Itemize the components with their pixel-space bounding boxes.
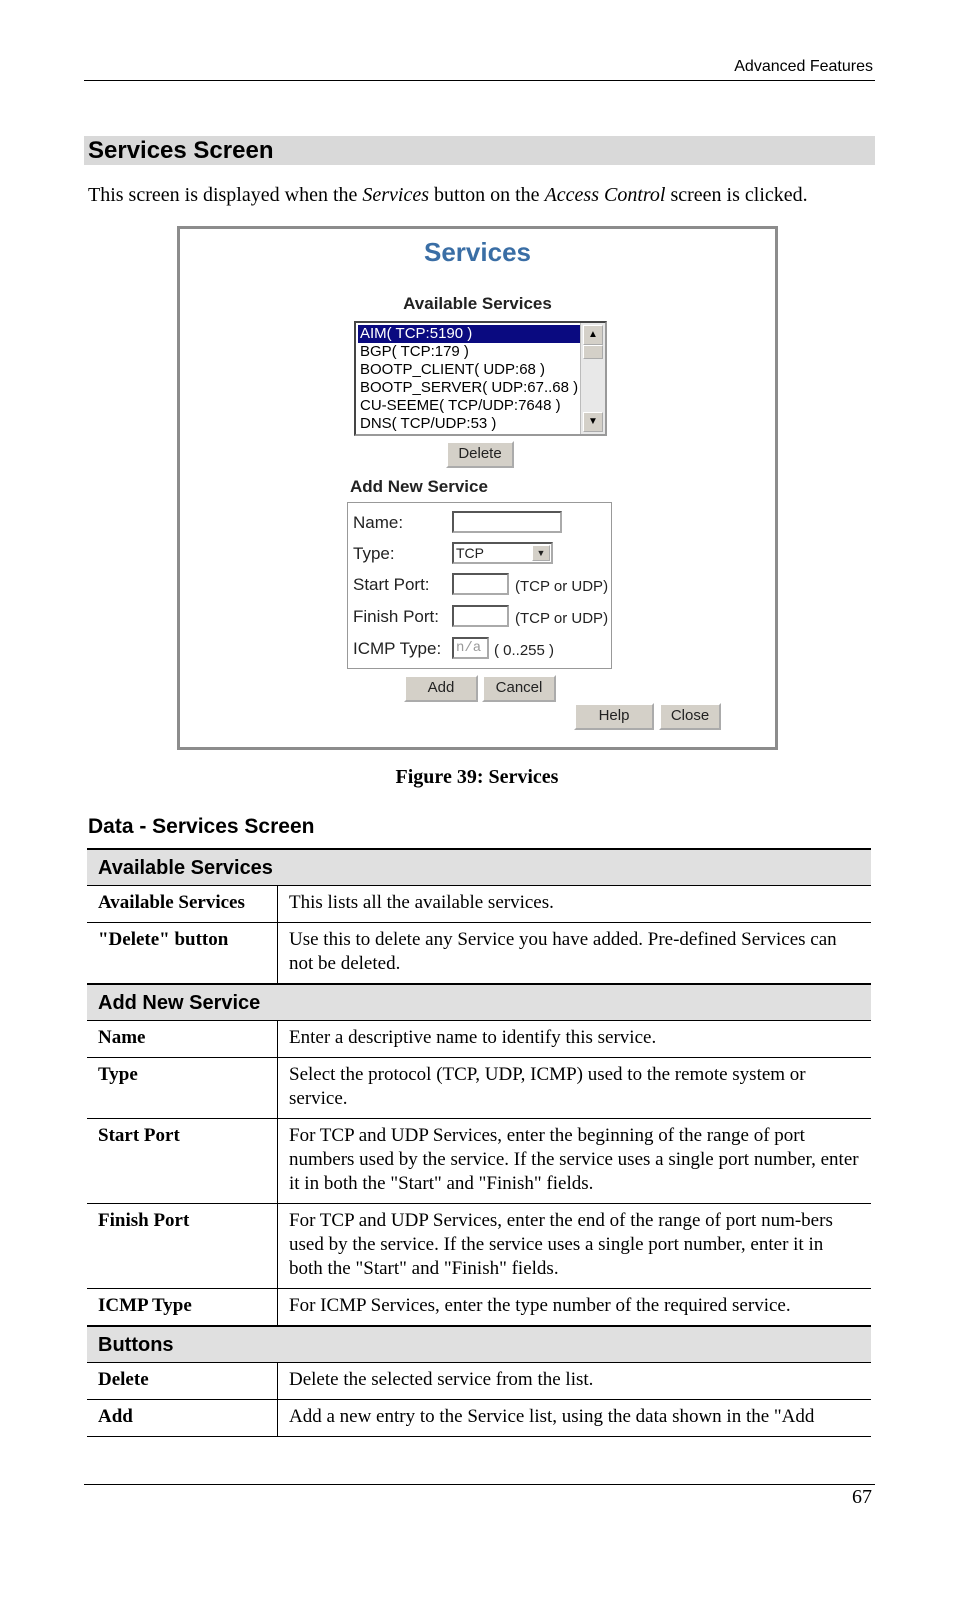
table-row bbox=[87, 1400, 871, 1437]
row-desc: Enter a descriptive name to identify this service. bbox=[278, 1021, 872, 1058]
table-row bbox=[87, 923, 871, 985]
list-scrollbar[interactable] bbox=[580, 323, 605, 434]
row-desc: Select the protocol (TCP, UDP, ICMP) used to the remote system or service. bbox=[278, 1058, 872, 1119]
scroll-down-icon[interactable]: ▼ bbox=[583, 412, 603, 432]
start-port-label: Start Port: bbox=[353, 575, 430, 594]
row-term: Delete bbox=[87, 1363, 278, 1400]
type-label: Type: bbox=[353, 544, 395, 563]
table-row bbox=[87, 1363, 871, 1400]
running-header: Advanced Features bbox=[734, 58, 873, 75]
add-button[interactable]: Add bbox=[404, 675, 478, 702]
row-term: Add bbox=[87, 1400, 278, 1437]
page-number: 67 bbox=[852, 1486, 872, 1508]
list-item[interactable]: DNS( TCP/UDP:53 ) bbox=[360, 415, 497, 432]
close-button[interactable]: Close bbox=[659, 703, 721, 730]
icmp-type-input[interactable]: n/a bbox=[452, 637, 489, 659]
row-desc: This lists all the available services. bbox=[278, 886, 872, 923]
footer-rule bbox=[84, 1484, 875, 1485]
finish-port-hint: (TCP or UDP) bbox=[515, 610, 609, 627]
cancel-button[interactable]: Cancel bbox=[482, 675, 556, 702]
services-screenshot bbox=[177, 226, 778, 750]
row-term: "Delete" button bbox=[87, 923, 278, 985]
group-label: Buttons bbox=[87, 1326, 871, 1363]
row-desc: For TCP and UDP Services, enter the end of the range of port num-bers used by the service. If the service uses a single port number, enter it in both the "Start" and "Finish" fields. bbox=[278, 1204, 872, 1289]
start-port-hint: (TCP or UDP) bbox=[515, 578, 609, 595]
finish-port-label: Finish Port: bbox=[353, 607, 439, 626]
group-label: Available Services bbox=[87, 849, 871, 886]
services-title: Services bbox=[424, 237, 531, 267]
row-desc: Delete the selected service from the list. bbox=[278, 1363, 872, 1400]
table-row bbox=[87, 886, 871, 923]
list-item[interactable]: AIM( TCP:5190 ) bbox=[358, 325, 582, 343]
figure-caption: Figure 39: Services bbox=[395, 766, 559, 788]
help-button[interactable]: Help bbox=[574, 703, 654, 730]
scroll-thumb[interactable] bbox=[583, 345, 603, 359]
row-term: Type bbox=[87, 1058, 278, 1119]
list-item[interactable]: BOOTP_SERVER( UDP:67..68 ) bbox=[360, 379, 579, 396]
available-services-label: Available Services bbox=[403, 294, 552, 313]
list-item[interactable]: BOOTP_CLIENT( UDP:68 ) bbox=[360, 361, 546, 378]
row-term: Available Services bbox=[87, 886, 278, 923]
delete-button[interactable]: Delete bbox=[446, 441, 514, 468]
table-row bbox=[87, 1021, 871, 1058]
icmp-type-label: ICMP Type: bbox=[353, 639, 442, 658]
list-item[interactable]: BGP( TCP:179 ) bbox=[360, 343, 469, 360]
add-new-service-label: Add New Service bbox=[350, 477, 488, 496]
group-label: Add New Service bbox=[87, 984, 871, 1021]
table-row bbox=[87, 1119, 871, 1204]
row-term: ICMP Type bbox=[87, 1289, 278, 1327]
row-desc: For ICMP Services, enter the type number of the required service. bbox=[278, 1289, 872, 1327]
data-table bbox=[87, 848, 871, 1437]
available-services-list[interactable] bbox=[354, 321, 607, 436]
name-input[interactable] bbox=[452, 511, 562, 533]
intro-paragraph: This screen is displayed when the Services button on the Access Control screen is clicked. bbox=[88, 184, 808, 206]
list-item[interactable]: CU-SEEME( TCP/UDP:7648 ) bbox=[360, 397, 561, 414]
row-term: Finish Port bbox=[87, 1204, 278, 1289]
finish-port-input[interactable] bbox=[452, 605, 509, 627]
row-desc: Add a new entry to the Service list, using the data shown in the "Add bbox=[278, 1400, 872, 1437]
table-group-row bbox=[87, 984, 871, 1021]
section-title: Services Screen bbox=[88, 137, 274, 164]
scroll-up-icon[interactable]: ▲ bbox=[583, 325, 603, 345]
table-row bbox=[87, 1058, 871, 1119]
add-service-form bbox=[347, 502, 612, 669]
row-desc: Use this to delete any Service you have added. Pre-defined Services can not be deleted. bbox=[278, 923, 872, 985]
start-port-input[interactable] bbox=[452, 573, 509, 595]
row-term: Start Port bbox=[87, 1119, 278, 1204]
type-select[interactable]: TCP ▼ bbox=[452, 542, 553, 564]
table-group-row bbox=[87, 1326, 871, 1363]
header-rule bbox=[84, 80, 875, 81]
table-row bbox=[87, 1204, 871, 1289]
data-table-title: Data - Services Screen bbox=[88, 815, 315, 838]
row-term: Name bbox=[87, 1021, 278, 1058]
row-desc: For TCP and UDP Services, enter the beginning of the range of port numbers used by the service. If the service uses a single port number, enter it in both the "Start" and "Finish" fields. bbox=[278, 1119, 872, 1204]
table-row bbox=[87, 1289, 871, 1327]
icmp-type-hint: ( 0..255 ) bbox=[494, 642, 555, 659]
table-group-row bbox=[87, 849, 871, 886]
chevron-down-icon[interactable]: ▼ bbox=[532, 545, 550, 561]
name-label: Name: bbox=[353, 513, 404, 532]
